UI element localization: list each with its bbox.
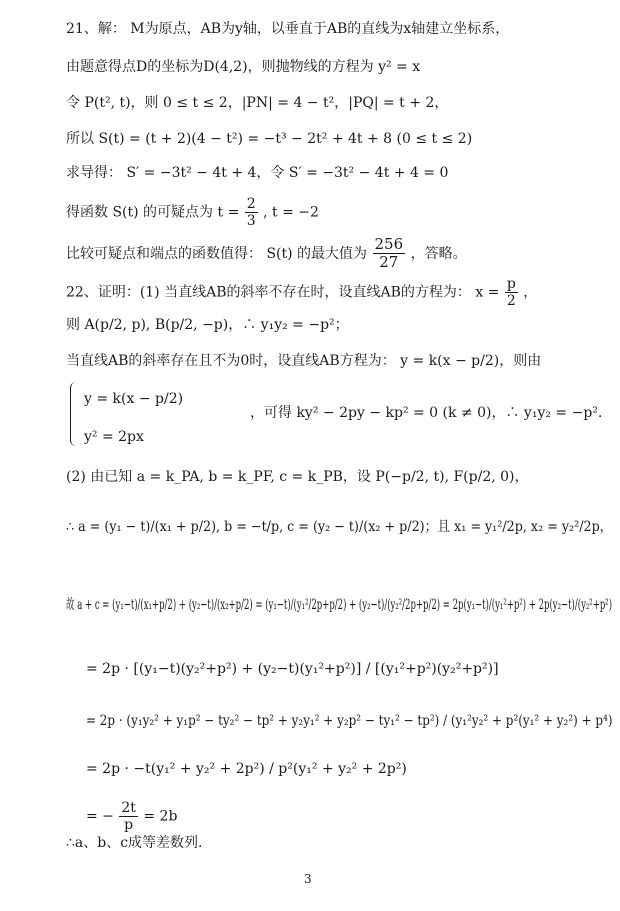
- page-number: 3: [304, 872, 312, 886]
- part-2-expressions: ∴ a = (y₁ − t)/(x₁ + p/2), b = −t/p, c = (y₂ − t)/(x₂ + p/2)；且 x₁ = y₁²/2p, x₂ = y₂²/2p，: [66, 519, 613, 535]
- problem-21-conclusion: [66, 236, 467, 272]
- system-brace: [70, 382, 79, 446]
- system-result: ，可得 ky² − 2py − kp² = 0 (k ≠ 0)，∴ y₁y₂ = −p².: [250, 405, 603, 421]
- problem-21-header: 21、解： M为原点，AB为y轴，以垂直于AB的直线为x轴建立坐标系，: [66, 21, 510, 37]
- problem-22-header: 22、证明：(1) 当直线AB的斜率不存在时，设直线AB的方程为： x = $\frac{p}{2}$ ，: [66, 276, 538, 310]
- critical-points-suffix: , t = −2: [263, 204, 319, 221]
- p22-intro: 22、证明：(1) 当直线AB的斜率不存在时，设直线AB的方程为： x =: [66, 284, 500, 301]
- conclusion-suffix: ，答略。: [410, 245, 467, 262]
- fraction-two-thirds: $\frac{2}{3}$: [246, 196, 256, 230]
- fraction-p-over-2: $\frac{p}{2}$: [506, 276, 516, 310]
- problem-21-critical-points: [66, 196, 319, 229]
- part-2-intro: (2) 由已知 a = k_PA, b = k_PF, c = k_PB，设 P(−p/2, t), F(p/2, 0)，: [66, 469, 529, 485]
- problem-21-line-4: 所以 S(t) = (t + 2)(4 − t²) = −t³ − 2t² + 4t + 8 (0 ≤ t ≤ 2): [66, 131, 473, 147]
- problem-22-points: 则 A(p/2, p), B(p/2, −p)，∴ y₁y₂ = −p²；: [66, 317, 349, 333]
- derivation-step-2: = 2p · (y₁y₂² + y₁p² − ty₂² − tp² + y₂y₁² + y₂p² − ty₁² − tp²) / (y₁²y₂² + p²(y₁² + y₂²) + p⁴): [86, 713, 613, 729]
- problem-21-line-3: 令 P(t², t)，则 0 ≤ t ≤ 2，|PN| = 4 − t²，|PQ| = t + 2，: [66, 95, 449, 111]
- derivation-step-1: = 2p · [(y₁−t)(y₂²+p²) + (y₂−t)(y₁²+p²)] / [(y₁²+p²)(y₂²+p²)]: [86, 661, 499, 677]
- fraction-2t-over-p: $\frac{2t}{p}$: [121, 800, 136, 834]
- problem-21-line-2: 由题意得点D的坐标为D(4,2)，则抛物线的方程为 y² = x: [66, 59, 421, 75]
- sum-a-c-line: 故 a + c = (y₁−t)/(x₁+p/2) + (y₂−t)/(x₂+p/2) = (y₁−t)/(y₁²/2p+p/2) + (y₂−t)/(y₂²/2p+p/2) = 2p(y₁−t)/(y₁²+p²) + 2p(y₂−t)/(y₂²+p²): [66, 597, 613, 613]
- conclusion-prefix: 比较可疑点和端点的函数值得： S(t) 的最大值为: [66, 245, 368, 262]
- derivation-step-4: = − $\frac{2t}{p}$ = 2b: [86, 800, 178, 834]
- system-equation-parabola: y² = 2px: [84, 429, 144, 445]
- problem-22-slope-case: 当直线AB的斜率存在且不为0时，设直线AB方程为： y = k(x − p/2)，则由: [66, 353, 542, 369]
- critical-points-prefix: 得函数 S(t) 的可疑点为 t =: [66, 204, 240, 221]
- problem-21-line-5: 求导得： S′ = −3t² − 4t + 4，令 S′ = −3t² − 4t + 4 = 0: [66, 165, 449, 181]
- derivation-step-3: = 2p · −t(y₁² + y₂² + 2p²) / p²(y₁² + y₂² + 2p²): [86, 761, 407, 777]
- system-equation-line: y = k(x − p/2): [84, 391, 184, 407]
- final-conclusion: ∴a、b、c成等差数列.: [66, 835, 203, 851]
- fraction-max-value: $\frac{256}{27}$: [374, 235, 404, 272]
